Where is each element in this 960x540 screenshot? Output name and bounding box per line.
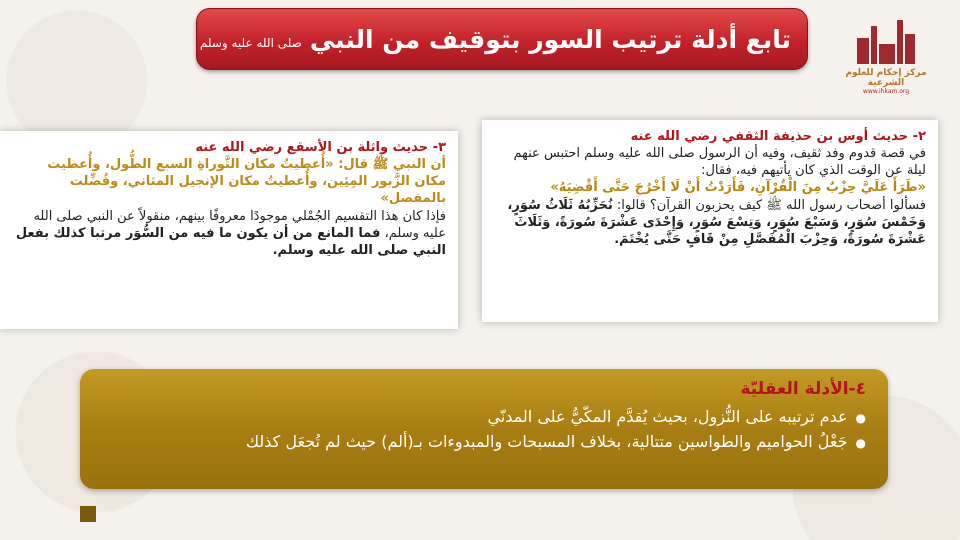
card3-heading: ٣- حديث واثلة بن الأسقع رضي الله عنه bbox=[195, 140, 446, 155]
logo-tagline: مركز إحكام للعلوم الشرعية bbox=[845, 68, 927, 88]
card-hadith-wathila bbox=[0, 131, 458, 329]
card3-p1-bold: فما المانع من أن يكون ما فيه من السُّوَر مرتبا كذلك بفعل النبي صلى الله عليه وسلم. bbox=[15, 225, 446, 258]
section4-heading: ٤-الأدلة العقليّة bbox=[740, 379, 866, 399]
card3-paragraph bbox=[12, 208, 446, 259]
list-item bbox=[102, 430, 866, 455]
page-title: تابع أدلة ترتيب السور بتوقيف من النبي bbox=[309, 24, 791, 54]
section4-item-2: جَعْلُ الحواميم والطواسين متتالية، بخلاف المسبحات والمبدوءات بـ(ألم) حيث لم تُجعَل كذلك bbox=[245, 431, 848, 451]
rational-evidence-banner bbox=[80, 369, 888, 489]
card-hadith-aws bbox=[482, 120, 938, 322]
section4-item-1: عدم ترتيبه على النُّزول، بحيث يُقدَّم المكّيُّ على المدنّي bbox=[487, 407, 848, 426]
card2-paragraph-1: في قصة قدوم وفد ثقيف، وفيه أن الرسول صلى الله عليه وسلم احتبس عنهم ليلة عن الوقت الذي كان يأتيهم فيه، فقال: bbox=[513, 146, 926, 179]
page-subtitle: صلى الله عليه وسلم bbox=[199, 36, 302, 50]
section4-list bbox=[102, 405, 866, 455]
bullet-icon: ● bbox=[855, 435, 866, 450]
card2-heading: ٢- حديث أوس بن حذيفة الثقفي رضي الله عنه bbox=[630, 129, 926, 144]
card2-paragraph-2 bbox=[494, 197, 926, 248]
card2-p2-bold: نُحَزِّبُهُ ثَلَاثُ سُوَرٍ، وَخَمْسَ سُوَرٍ، وَسَبْعَ سُوَرٍ، وَتِسْعَ سُوَرٍ، وَإِحْدَى عَشْرَةَ سُورَةً، وَثَلَاثَ عَشْرَةَ سُورَةً، وَحِزْبَ الْمُفَصَّلِ مِنْ قَافٍ حَتَّى يُخْتَمَ. bbox=[507, 197, 926, 247]
card3-hadith-text: «أُعطيتُ مكان التَّوراةِ السبع الطُّول، وأُعطيت مكان الزَّبور المِئِين، وأُعطيتُ مكان الإنجيل المثاني، وفُضِّلت بالمفصل» bbox=[47, 157, 446, 207]
logo bbox=[838, 18, 934, 95]
list-item bbox=[102, 405, 866, 430]
logo-url: www.ihkam.org bbox=[862, 88, 910, 95]
bullet-icon: ● bbox=[855, 411, 866, 425]
card3-hadith-lead: أن النبي ﷺ قال: bbox=[338, 157, 446, 173]
card3-hadith bbox=[12, 156, 446, 207]
card2-p2-lead: فسألوا أصحاب رسول الله ﷺ كيف يحزبون القرآن؟ قالوا: bbox=[616, 197, 926, 213]
title-banner bbox=[196, 8, 808, 70]
card3-p1: فإذا كان هذا التقسيم الجُمْلي موجودًا معروفًا بينهم، منقولاً عن النبي صلى الله عليه وسلم، bbox=[33, 208, 446, 241]
banner-fold bbox=[80, 506, 96, 522]
card2-ayah: «طَرَأَ عَلَيَّ حِزْبٌ مِنَ الْقُرْآنِ، فَأَرَدْتُ أَنْ لَا أَخْرُجَ حَتَّى أَقْضِيَهُ» bbox=[550, 180, 926, 196]
logo-mark-icon bbox=[838, 18, 934, 64]
